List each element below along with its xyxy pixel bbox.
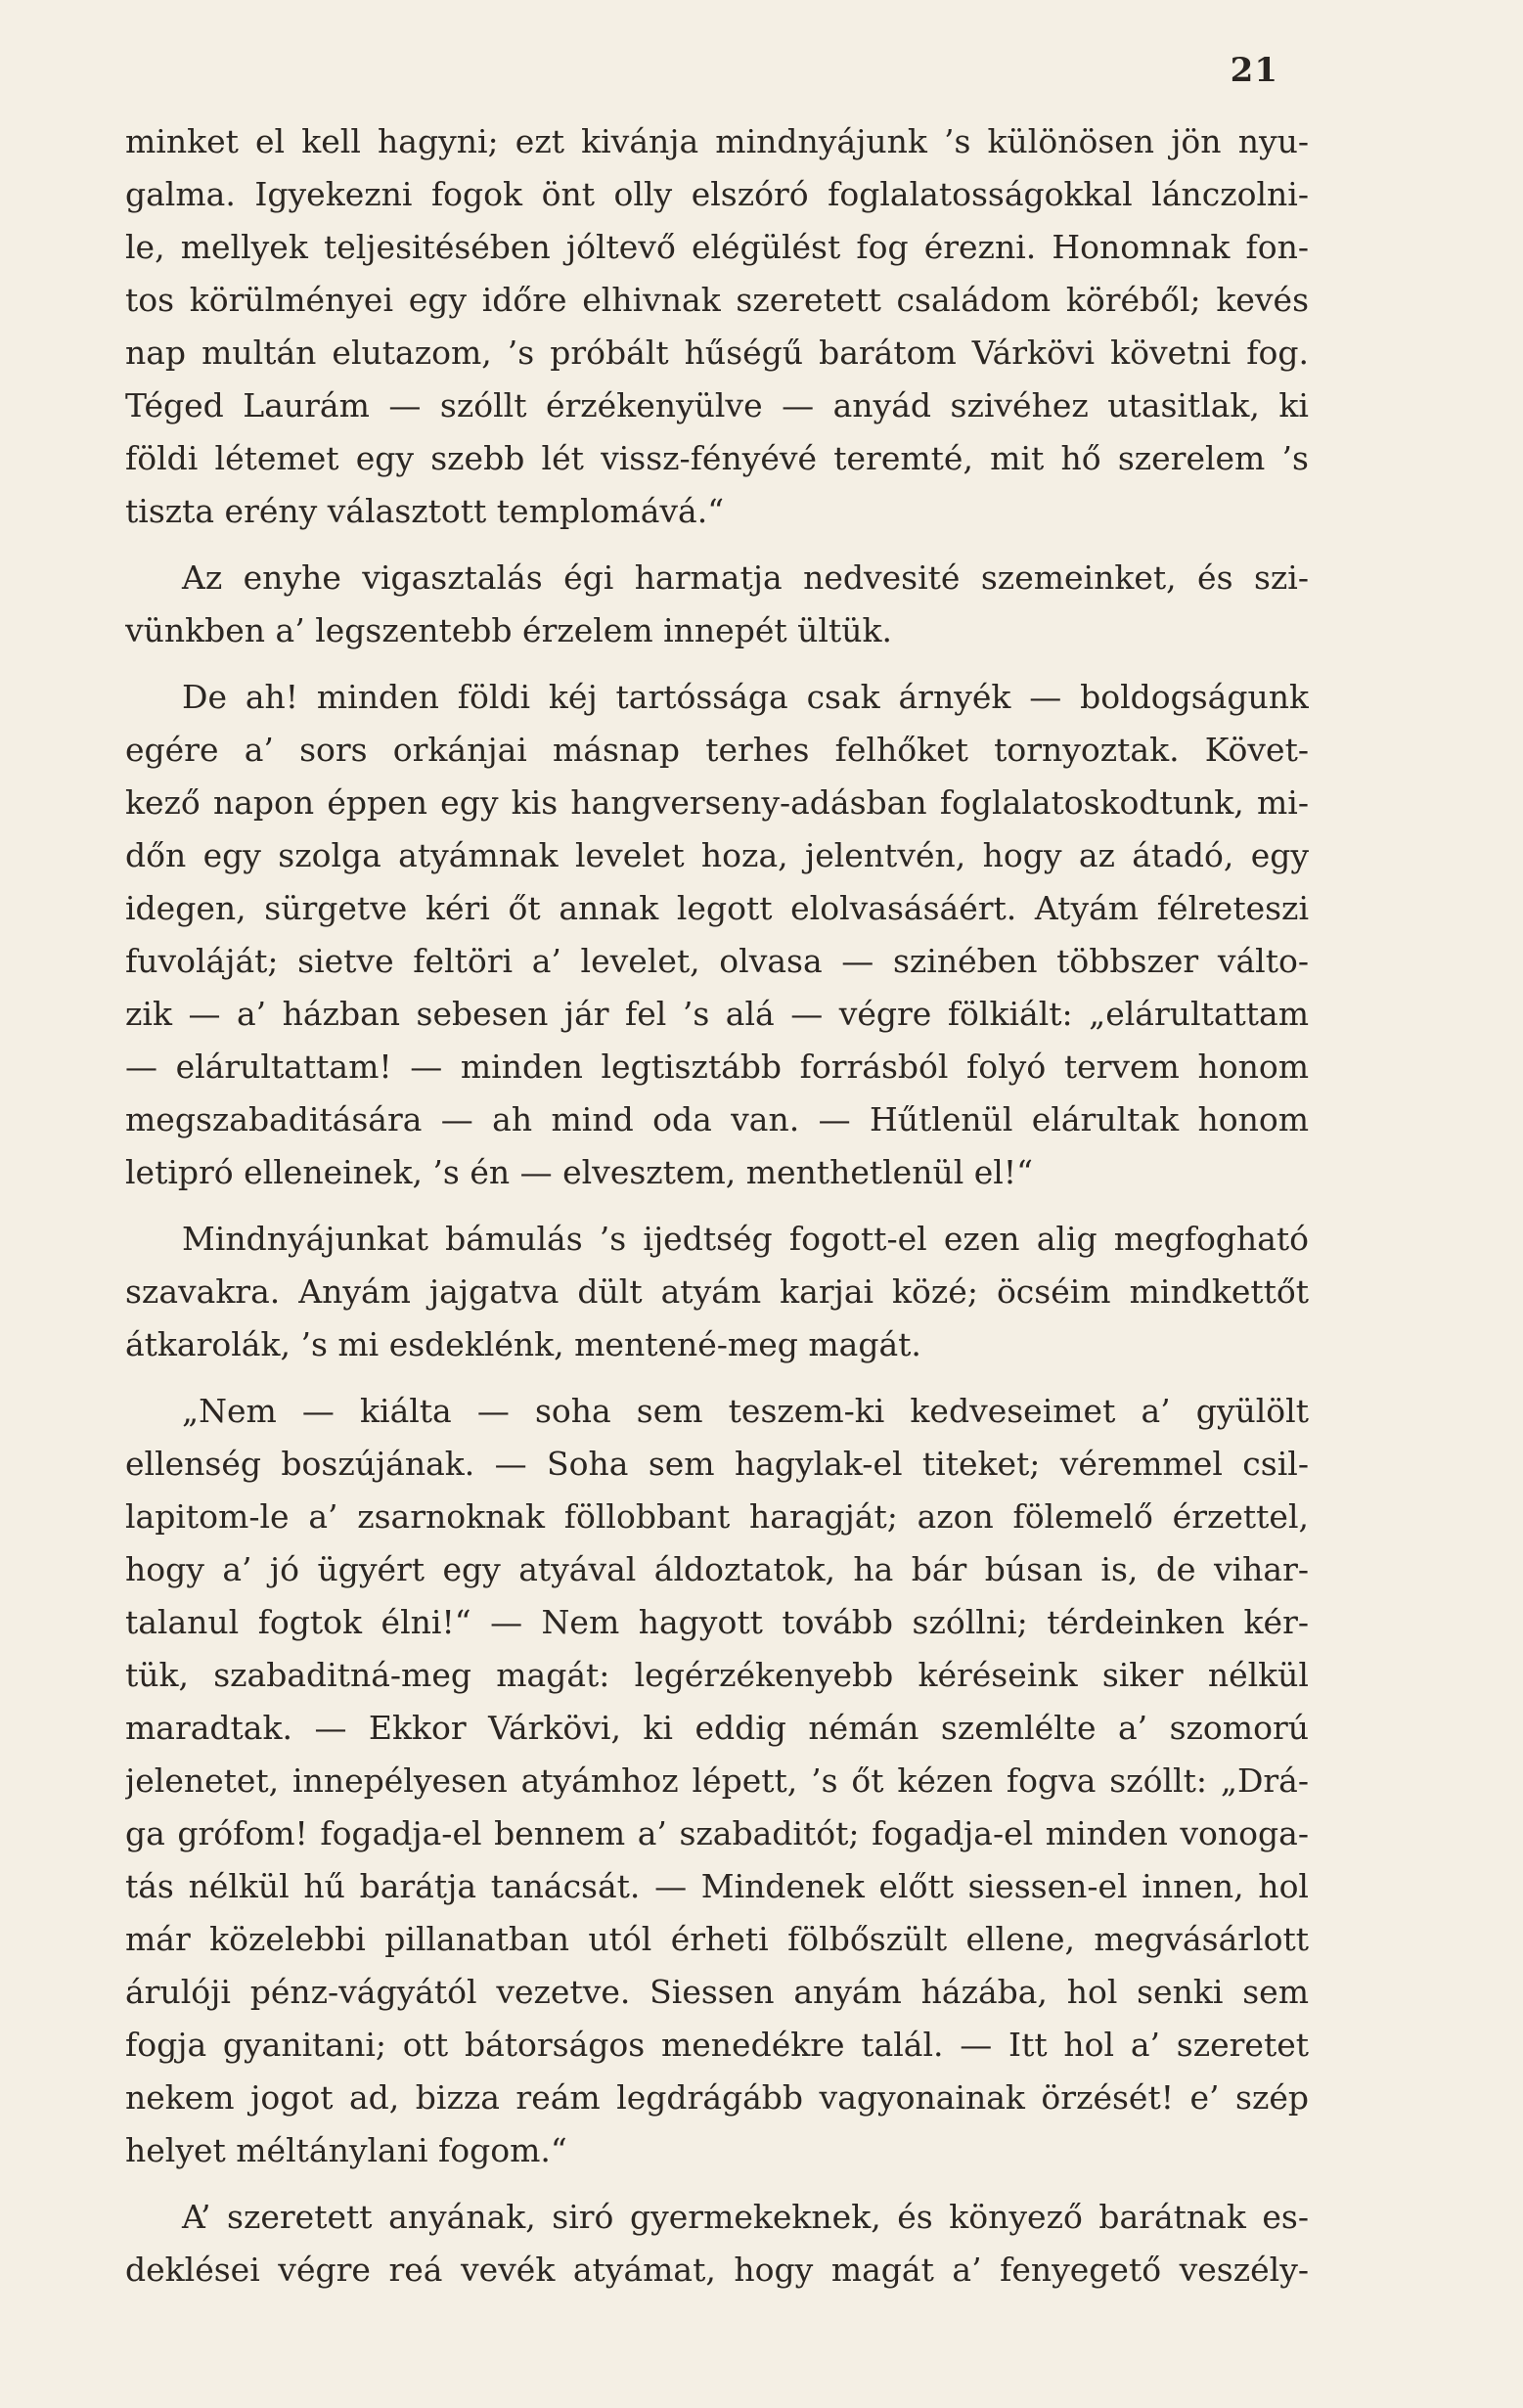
text-line: árulóji pénz-vágyától vezetve. Siessen anyám házába, hol senki sem [125,1973,1309,2011]
text-line: Mindnyájunkat bámulás ’s ijedtség fogott-el ezen alig megfogható [182,1220,1309,1258]
text-line: átkarolák, ’s mi esdeklénk, mentené-meg magát. [125,1325,921,1363]
text-line: földi létemet egy szebb lét vissz-fényévé teremté, mit hő szerelem ’s [125,439,1309,477]
text-line: idegen, sürgetve kéri őt annak legott elolvasásáért. Atyám félreteszi [125,889,1309,927]
text-line: — elárultattam! — minden legtisztább forrásból folyó tervem honom [125,1048,1309,1086]
text-line: tük, szabaditná-meg magát: legérzékenyebb kéréseink siker nélkül [125,1656,1309,1694]
text-line: Téged Laurám — szóllt érzékenyülve — anyád szivéhez utasitlak, ki [125,386,1309,424]
text-line: egére a’ sors orkánjai másnap terhes felhőket tornyoztak. Követ- [125,731,1309,769]
text-line: vünkben a’ legszentebb érzelem innepét ültük. [125,611,892,649]
text-line: fogja gyanitani; ott bátorságos menedékre talál. — Itt hol a’ szeretet [125,2026,1309,2064]
paragraph-gap [125,538,1309,552]
text-line: deklései végre reá vevék atyámat, hogy magát a’ fenyegető veszély- [125,2251,1309,2289]
text-line: ga grófom! fogadja-el bennem a’ szabaditót; fogadja-el minden vonoga- [125,1814,1309,1852]
text-line: dőn egy szolga atyámnak levelet hoza, jelentvén, hogy az átadó, egy [125,836,1309,874]
text-line: fuvoláját; sietve feltöri a’ levelet, olvasa — szinében többszer válto- [125,942,1309,980]
text-line: talanul fogtok élni!“ — Nem hagyott tovább szóllni; térdeinken kér- [125,1603,1309,1641]
text-line: letipró elleneinek, ’s én — elvesztem, menthetlenül el!“ [125,1153,1033,1191]
text-line: nekem jogot ad, bizza reám legdrágább vagyonainak örzését! e’ szép [125,2078,1309,2117]
paragraph-gap [125,1199,1309,1213]
page-number: 21 [1230,51,1278,90]
paragraph [125,1213,1309,1371]
paragraph-gap [125,2177,1309,2191]
text-line: helyet méltánylani fogom.“ [125,2131,567,2169]
paragraph [125,2191,1309,2297]
text-line: „Nem — kiálta — soha sem teszem-ki kedveseimet a’ gyülölt [182,1392,1309,1430]
text-line: zik — a’ házban sebesen jár fel ’s alá — végre fölkiált: „elárultattam [125,995,1309,1033]
text-line: hogy a’ jó ügyért egy atyával áldoztatok, ha bár búsan is, de vihar- [125,1550,1309,1588]
text-line: le, mellyek teljesitésében jóltevő elégülést fog érezni. Honomnak fon- [125,228,1309,266]
text-line: A’ szeretett anyának, siró gyermekeknek, és könyező barátnak es- [182,2198,1309,2236]
paragraph-gap [125,1371,1309,1385]
text-line: ellenség boszújának. — Soha sem hagylak-el titeket; véremmel csil- [125,1445,1309,1483]
paragraph [125,552,1309,657]
paragraph-gap [125,657,1309,671]
text-line: minket el kell hagyni; ezt kivánja mindnyájunk ’s különösen jön nyu- [125,122,1309,160]
text-line: szavakra. Anyám jajgatva dült atyám karjai közé; öcséim mindkettőt [125,1272,1309,1311]
text-line: lapitom-le a’ zsarnoknak föllobbant haragját; azon fölemelő érzettel, [125,1497,1309,1536]
text-line: maradtak. — Ekkor Várkövi, ki eddig némán szemlélte a’ szomorú [125,1709,1309,1747]
text-line: tás nélkül hű barátja tanácsát. — Mindenek előtt siessen-el innen, hol [125,1867,1309,1905]
text-line: galma. Igyekezni fogok önt olly elszóró foglalatosságokkal lánczolni- [125,175,1309,213]
paragraph [125,1385,1309,2177]
body-text [125,115,1309,2297]
text-line: tos körülményei egy időre elhivnak szeretett családom köréből; kevés [125,281,1309,319]
text-line: jelenetet, innepélyesen atyámhoz lépett, ’s őt kézen fogva szóllt: „Drá- [125,1761,1309,1800]
text-line: Az enyhe vigasztalás égi harmatja nedvesité szemeinket, és szi- [182,558,1309,597]
text-line: kező napon éppen egy kis hangverseny-adásban foglalatoskodtunk, mi- [125,783,1309,822]
text-line: nap multán elutazom, ’s próbált hűségű barátom Várkövi követni fog. [125,334,1309,372]
paragraph [125,671,1309,1199]
text-line: megszabaditására — ah mind oda van. — Hűtlenül elárultak honom [125,1100,1309,1138]
paragraph [125,115,1309,538]
text-line: tiszta erény választott templomává.“ [125,492,725,530]
text-line: De ah! minden földi kéj tartóssága csak árnyék — boldogságunk [182,678,1309,716]
text-line: már közelebbi pillanatban utól érheti fölbőszült ellene, megvásárlott [125,1920,1309,1958]
